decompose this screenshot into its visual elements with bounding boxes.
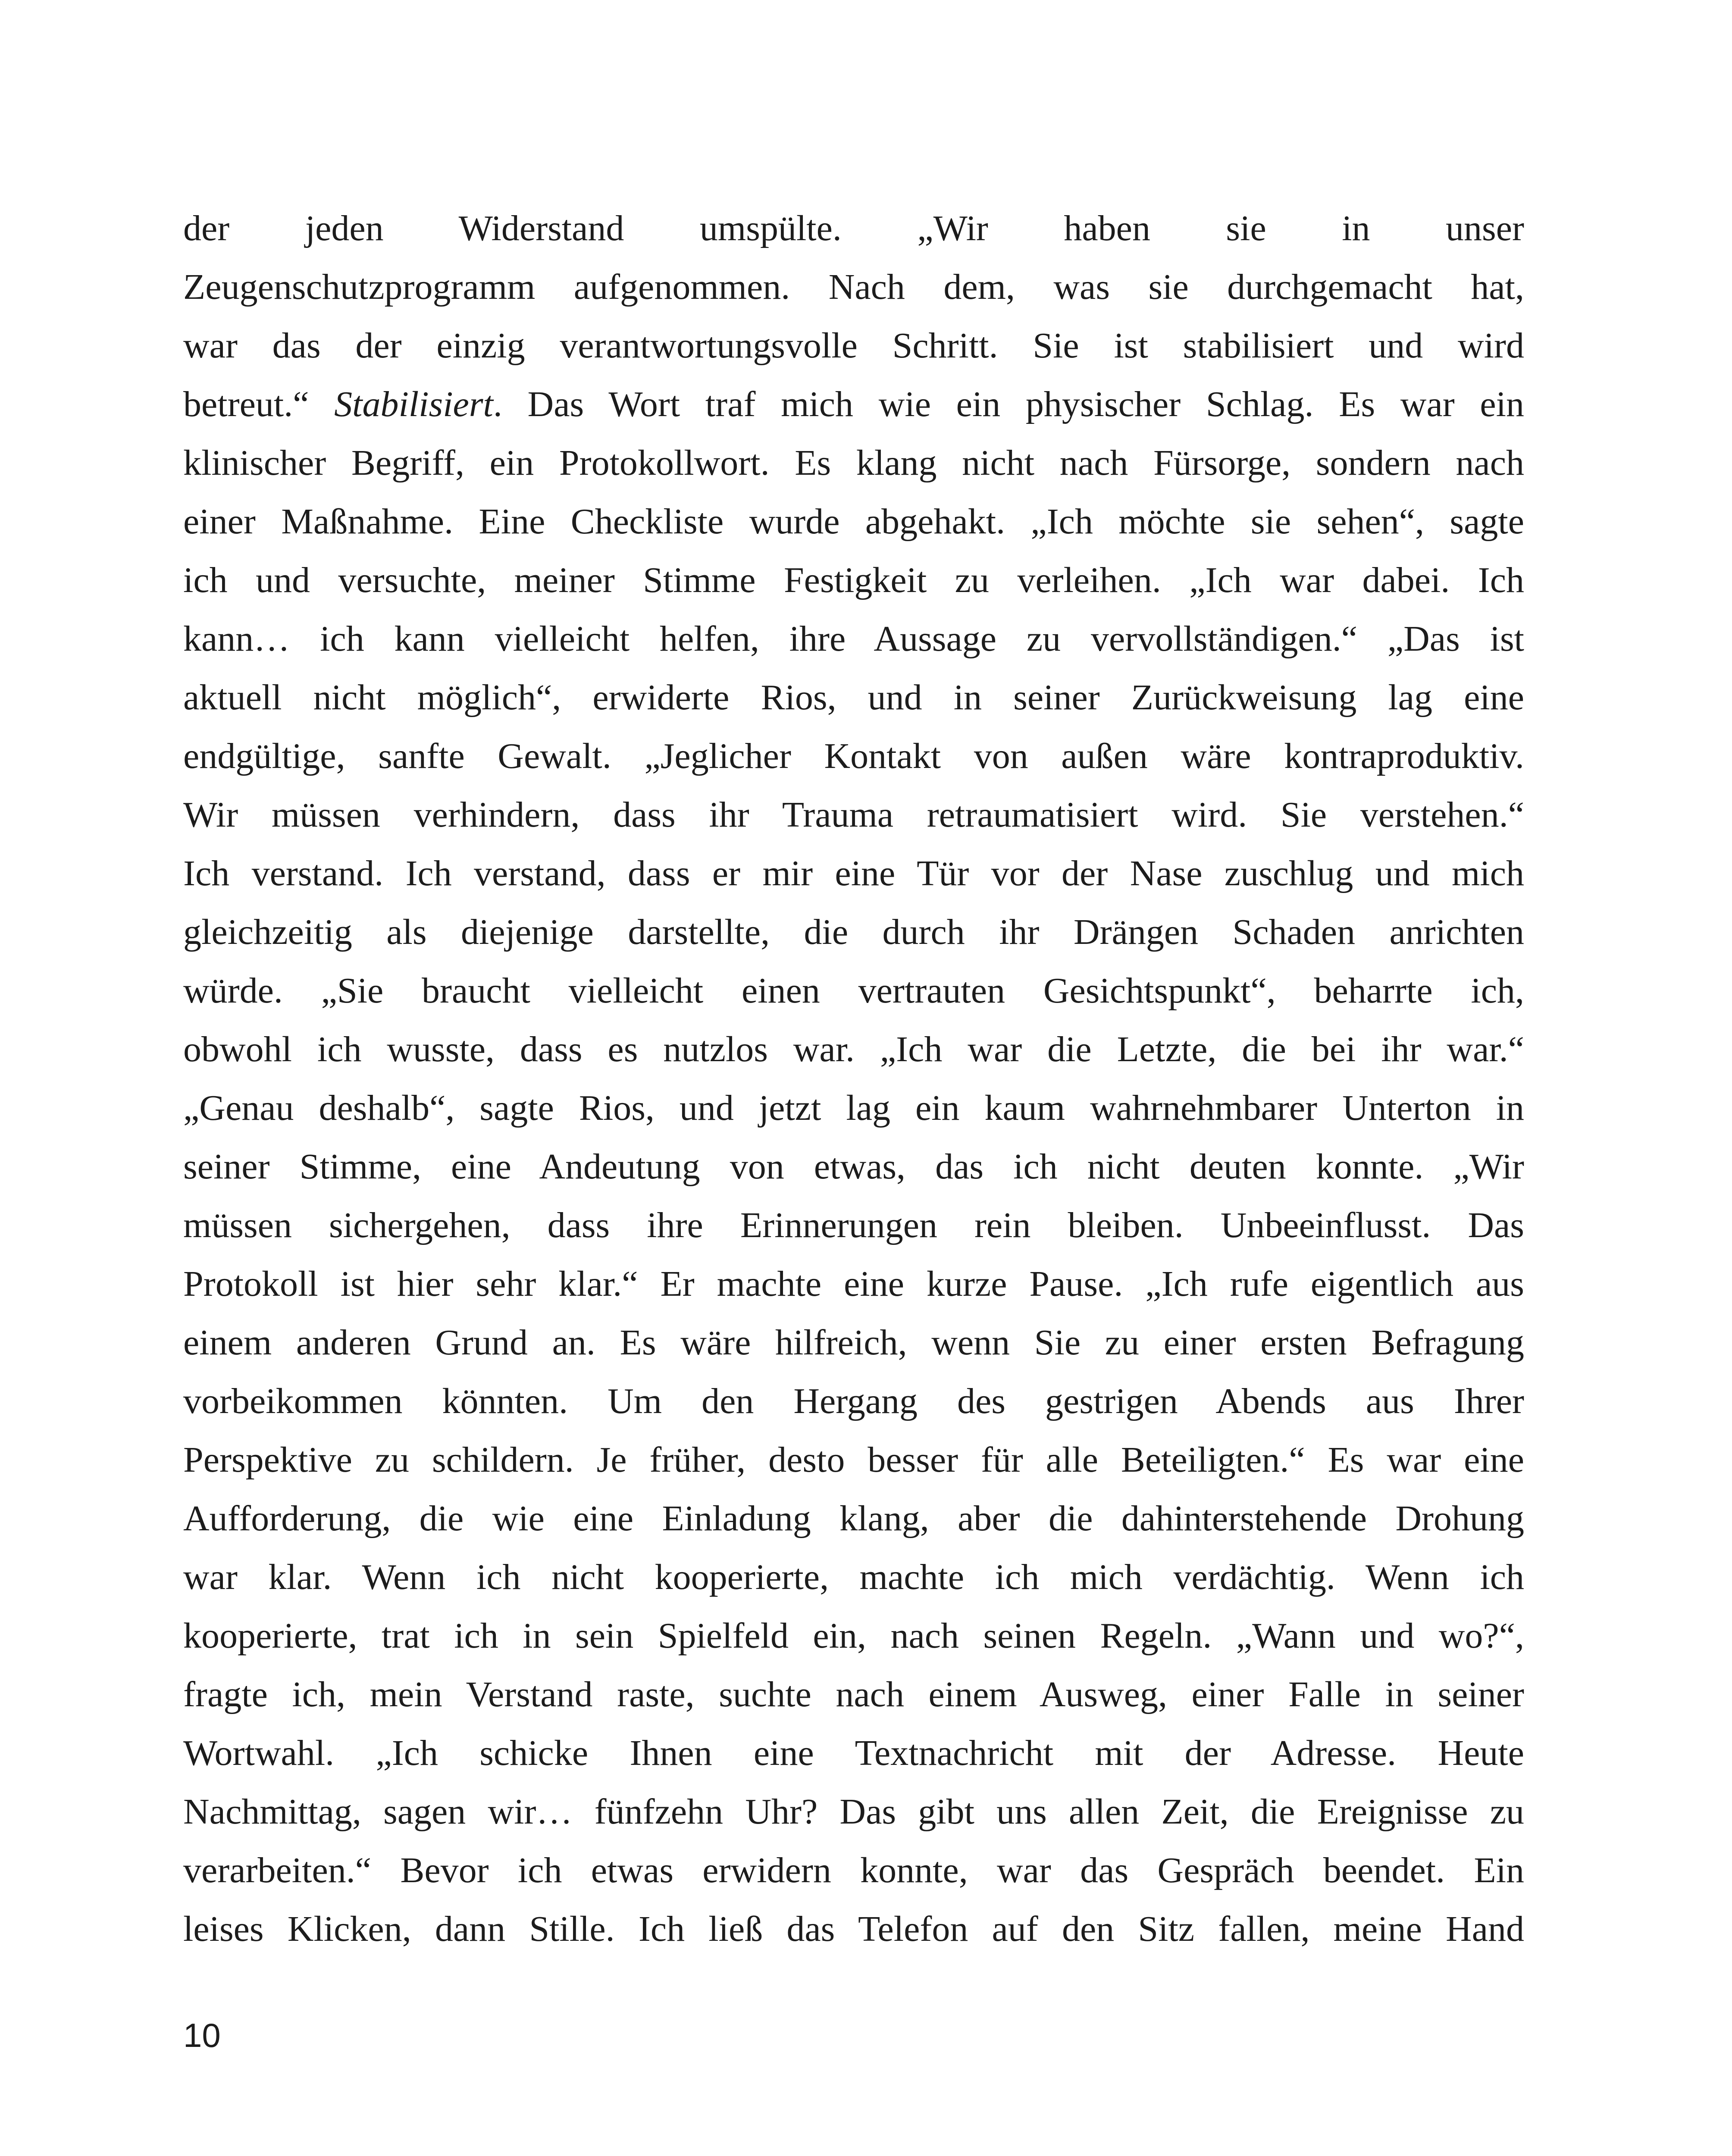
text-line-with-emphasis xyxy=(183,375,1524,434)
text-line: Wir müssen verhindern, dass ihr Trauma retraumatisiert wird. Sie verstehen.“ xyxy=(183,795,1524,835)
text-line: obwohl ich wusste, dass es nutzlos war. „Ich war die Letzte, die bei ihr war.“ xyxy=(183,1029,1524,1069)
text-line: einem anderen Grund an. Es wäre hilfreich, wenn Sie zu einer ersten Befragung xyxy=(183,1322,1524,1363)
text-line: verarbeiten.“ Bevor ich etwas erwidern konnte, war das Gespräch beendet. Ein xyxy=(183,1850,1524,1890)
text-line: würde. „Sie braucht vielleicht einen vertrauten Gesichtspunkt“, beharrte ich, xyxy=(183,971,1524,1011)
text-line: war das der einzig verantwortungsvolle Schritt. Sie ist stabilisiert und wird xyxy=(183,326,1524,366)
text-line: leises Klicken, dann Stille. Ich ließ das Telefon auf den Sitz fallen, meine Hand xyxy=(183,1909,1524,1949)
emphasized-word: Stabilisiert xyxy=(334,384,493,424)
text-line: fragte ich, mein Verstand raste, suchte nach einem Ausweg, einer Falle in seiner xyxy=(183,1674,1524,1714)
text-line: Ich verstand. Ich verstand, dass er mir eine Tür vor der Nase zuschlug und mich xyxy=(183,853,1524,893)
text-line: gleichzeitig als diejenige darstellte, die durch ihr Drängen Schaden anrichten xyxy=(183,912,1524,952)
text-line: Protokoll ist hier sehr klar.“ Er machte eine kurze Pause. „Ich rufe eigentlich aus xyxy=(183,1264,1524,1304)
text-segment: . Das Wort traf mich wie ein physischer Schlag. Es war ein xyxy=(493,384,1524,424)
text-line: aktuell nicht möglich“, erwiderte Rios, und in seiner Zurückweisung lag eine xyxy=(183,677,1524,718)
text-line: der jeden Widerstand umspülte. „Wir haben sie in unser xyxy=(183,208,1524,248)
text-line: vorbeikommen könnten. Um den Hergang des gestrigen Abends aus Ihrer xyxy=(183,1381,1524,1421)
text-line: kooperierte, trat ich in sein Spielfeld ein, nach seinen Regeln. „Wann und wo?“, xyxy=(183,1616,1524,1656)
text-line: „Genau deshalb“, sagte Rios, und jetzt lag ein kaum wahrnehmbarer Unterton in xyxy=(183,1088,1524,1128)
page-number: 10 xyxy=(183,2016,221,2054)
text-line: Nachmittag, sagen wir… fünfzehn Uhr? Das gibt uns allen Zeit, die Ereignisse zu xyxy=(183,1792,1524,1832)
text-line: endgültige, sanfte Gewalt. „Jeglicher Kontakt von außen wäre kontraproduktiv. xyxy=(183,736,1524,776)
body-text xyxy=(183,199,1524,1959)
text-line: Zeugenschutzprogramm aufgenommen. Nach dem, was sie durchgemacht hat, xyxy=(183,267,1524,307)
text-line: Perspektive zu schildern. Je früher, desto besser für alle Beteiligten.“ Es war eine xyxy=(183,1440,1524,1480)
text-line: einer Maßnahme. Eine Checkliste wurde abgehakt. „Ich möchte sie sehen“, sagte xyxy=(183,501,1524,542)
text-line: seiner Stimme, eine Andeutung von etwas, das ich nicht deuten konnte. „Wir xyxy=(183,1147,1524,1187)
text-line: klinischer Begriff, ein Protokollwort. Es klang nicht nach Fürsorge, sondern nach xyxy=(183,443,1524,483)
text-line: Aufforderung, die wie eine Einladung klang, aber die dahinterstehende Drohung xyxy=(183,1498,1524,1539)
text-line: Wortwahl. „Ich schicke Ihnen eine Textnachricht mit der Adresse. Heute xyxy=(183,1733,1524,1773)
text-line: kann… ich kann vielleicht helfen, ihre Aussage zu vervollständigen.“ „Das ist xyxy=(183,619,1524,659)
text-segment: betreut.“ xyxy=(183,384,335,424)
text-line: müssen sichergehen, dass ihre Erinnerungen rein bleiben. Unbeeinflusst. Das xyxy=(183,1205,1524,1245)
text-line: war klar. Wenn ich nicht kooperierte, machte ich mich verdächtig. Wenn ich xyxy=(183,1557,1524,1597)
text-line: ich und versuchte, meiner Stimme Festigkeit zu verleihen. „Ich war dabei. Ich xyxy=(183,560,1524,600)
